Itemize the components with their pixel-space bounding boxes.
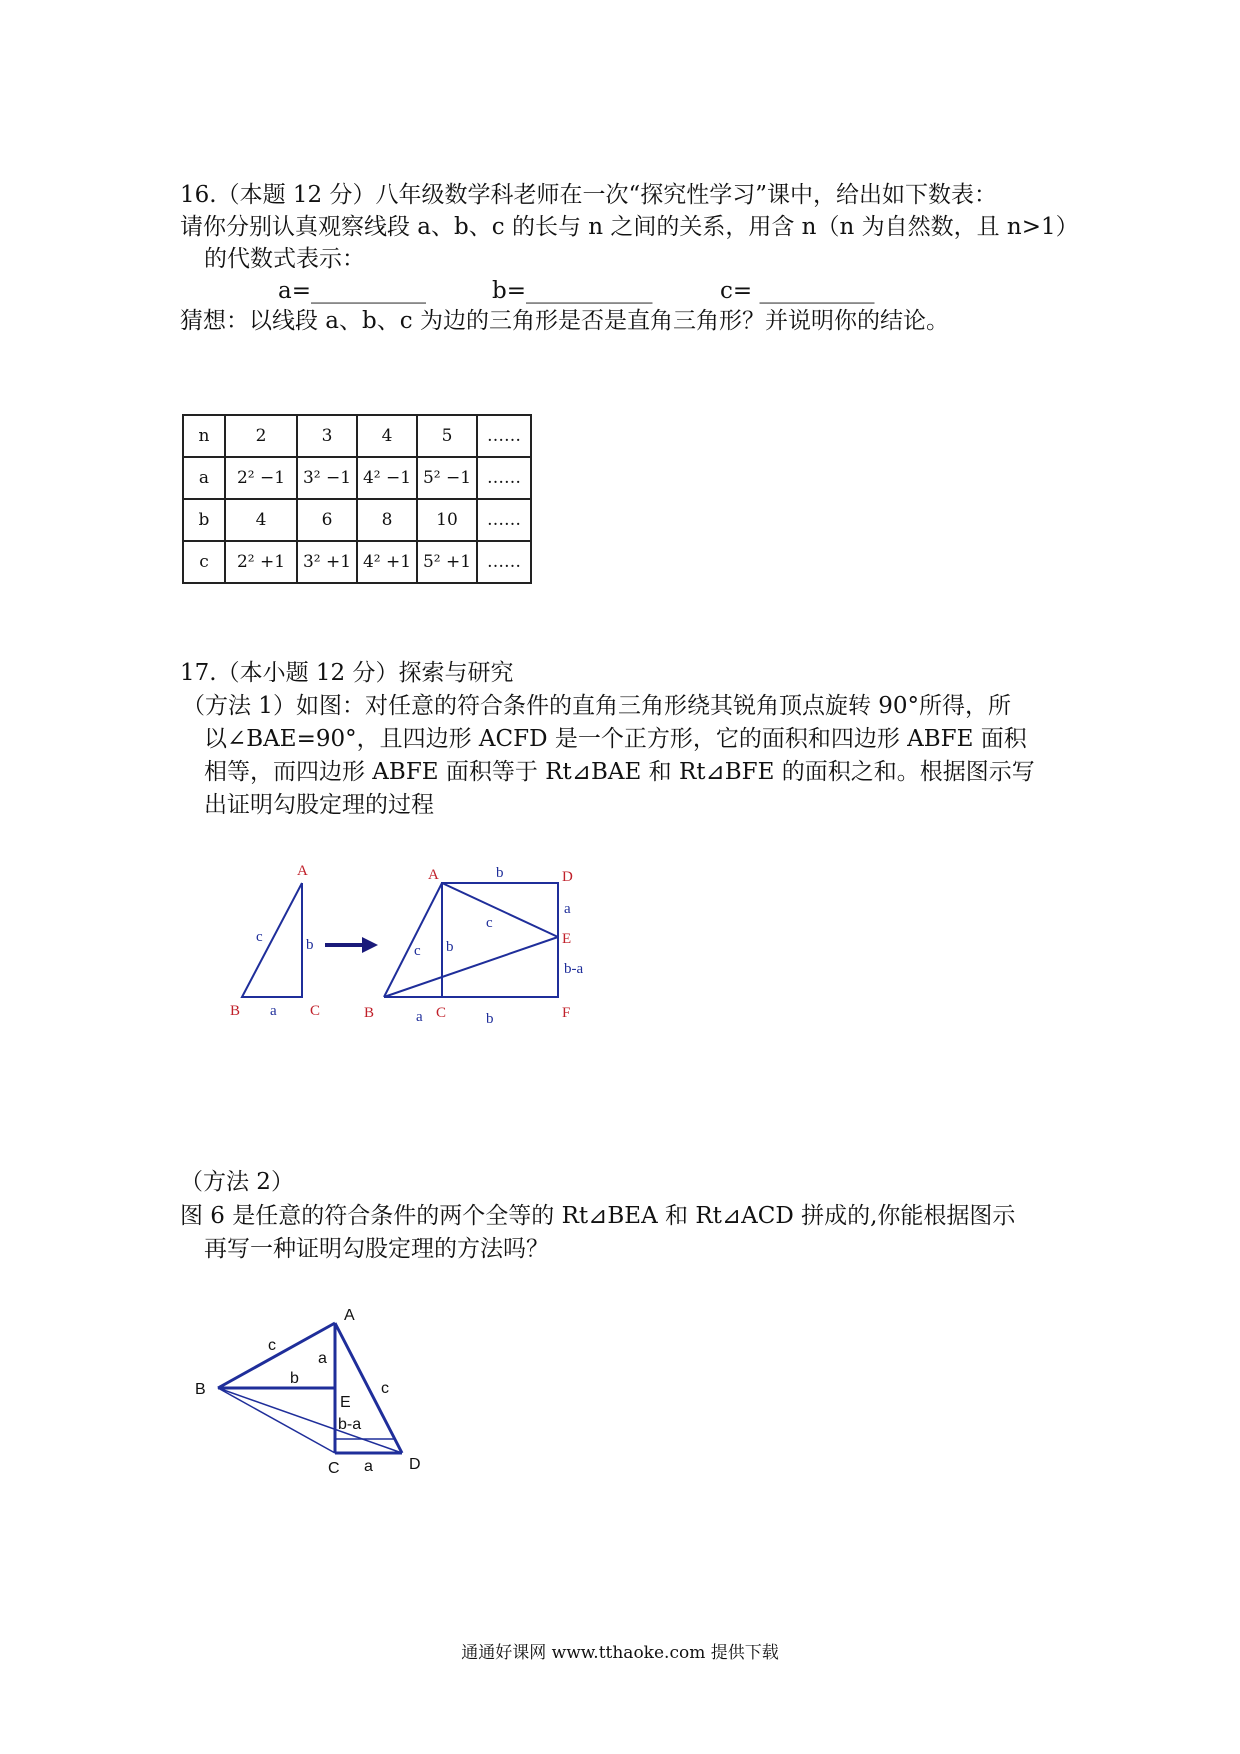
- table-cell: ……: [477, 499, 531, 541]
- table-cell: 4: [357, 415, 417, 457]
- label-a-bottom: a: [364, 1458, 373, 1475]
- table-row: [183, 415, 531, 457]
- table-cell: 3² −1: [297, 457, 357, 499]
- label-c-top: c: [268, 1337, 276, 1354]
- label-b-minus-a: b-a: [564, 961, 584, 977]
- q16-title: 16.（本题 12 分）八年级数学科老师在一次“探究性学习”课中，给出如下数表：: [180, 182, 997, 208]
- table-cell: c: [183, 541, 225, 583]
- q16-table: [182, 414, 532, 584]
- label-B: B: [364, 1005, 375, 1021]
- label-small-b: b: [306, 937, 314, 953]
- table-cell: 5² +1: [417, 541, 477, 583]
- label-small-B: B: [230, 1003, 241, 1019]
- label-A: A: [428, 867, 439, 883]
- q16-line3: 的代数式表示：: [204, 246, 365, 272]
- label-small-c: c: [256, 929, 263, 945]
- table-cell: b: [183, 499, 225, 541]
- q17-m2-title: （方法 2）: [180, 1169, 294, 1195]
- label-b-minus-a: b-a: [338, 1416, 362, 1433]
- label-small-A: A: [297, 863, 308, 879]
- table-cell: 5² −1: [417, 457, 477, 499]
- table-cell: ……: [477, 541, 531, 583]
- footer: 通通好课网 www.tthaoke.com 提供下载: [461, 1643, 779, 1663]
- blank-c: c= __________: [720, 278, 875, 304]
- label-C: C: [436, 1005, 447, 1021]
- q16-guess: 猜想：以线段 a、b、c 为边的三角形是否是直角三角形？并说明你的结论。: [180, 308, 949, 334]
- segment-AE: [442, 883, 558, 937]
- label-small-C: C: [310, 1003, 321, 1019]
- q17-title: 17.（本小题 12 分）探索与研究: [180, 660, 514, 686]
- table-row: [183, 541, 531, 583]
- q17-m1-line3: 相等，而四边形 ABFE 面积等于 Rt⊿BAE 和 Rt⊿BFE 的面积之和。根据图示写: [204, 759, 1035, 785]
- label-a-right: a: [564, 901, 571, 917]
- label-c-upper: c: [486, 915, 493, 931]
- table-cell: ……: [477, 415, 531, 457]
- table-cell: 6: [297, 499, 357, 541]
- table-cell: 5: [417, 415, 477, 457]
- q17-m1-line2: 以∠BAE=90°，且四边形 ACFD 是一个正方形，它的面积和四边形 ABFE 面积: [204, 726, 1027, 752]
- label-D: D: [562, 869, 573, 885]
- table-cell: 4: [225, 499, 297, 541]
- arrow-head-icon: [362, 937, 378, 953]
- table-cell: 2² +1: [225, 541, 297, 583]
- blank-a: a=__________: [278, 278, 426, 304]
- label-E: E: [562, 931, 572, 947]
- blank-b: b=___________: [492, 278, 653, 304]
- table-row: [183, 457, 531, 499]
- table-cell: 2² −1: [225, 457, 297, 499]
- label-b-mid: b: [446, 939, 454, 955]
- label-D: D: [409, 1456, 421, 1473]
- table-cell: 3² +1: [297, 541, 357, 583]
- table-cell: a: [183, 457, 225, 499]
- table-row: [183, 499, 531, 541]
- label-A: A: [344, 1307, 355, 1324]
- label-F: F: [562, 1005, 571, 1021]
- small-triangle: [242, 883, 302, 997]
- q17-m2-line2: 再写一种证明勾股定理的方法吗？: [204, 1236, 549, 1262]
- label-B: B: [195, 1381, 206, 1398]
- table-cell: 8: [357, 499, 417, 541]
- table-cell: 4² +1: [357, 541, 417, 583]
- segment-BC: [218, 1388, 335, 1453]
- q17-m2-line1: 图 6 是任意的符合条件的两个全等的 Rt⊿BEA 和 Rt⊿ACD 拼成的,你能根据图示: [180, 1203, 1016, 1229]
- label-small-a: a: [270, 1003, 277, 1019]
- label-c-right: c: [381, 1380, 389, 1397]
- square-ACFD: [442, 883, 558, 997]
- q17-m1-line4: 出证明勾股定理的过程: [204, 792, 434, 818]
- q16-line2: 请你分别认真观察线段 a、b、c 的长与 n 之间的关系，用含 n（n 为自然数，且 n>1）: [180, 214, 1079, 240]
- figure-method1: [200, 845, 620, 1025]
- table-cell: ……: [477, 457, 531, 499]
- table-cell: 10: [417, 499, 477, 541]
- label-a-top: a: [318, 1350, 327, 1367]
- label-a-bottom: a: [416, 1009, 423, 1025]
- table-cell: 2: [225, 415, 297, 457]
- q17-m1-line1: （方法 1）如图：对任意的符合条件的直角三角形绕其锐角顶点旋转 90°所得，所: [182, 693, 1012, 719]
- label-b-top: b: [496, 865, 504, 881]
- label-b-bottom: b: [486, 1011, 494, 1025]
- table-cell: 4² −1: [357, 457, 417, 499]
- label-c-left: c: [414, 943, 421, 959]
- table-cell: 3: [297, 415, 357, 457]
- label-C: C: [328, 1460, 340, 1477]
- label-E: E: [340, 1394, 351, 1411]
- figure-6: [190, 1295, 440, 1480]
- label-b: b: [290, 1370, 299, 1387]
- table-cell: n: [183, 415, 225, 457]
